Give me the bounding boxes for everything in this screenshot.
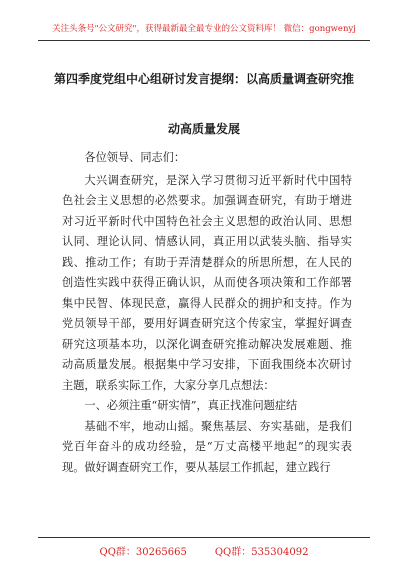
footer-qq-group-1: QQ群：30265665 xyxy=(99,547,187,558)
document-body xyxy=(62,148,352,478)
header-divider xyxy=(38,40,370,41)
paragraph-2: 基础不牢，地动山摇。聚焦基层、夯实基础，是我们党百年奋斗的成功经验，是“万丈高楼平地起”的现实表现。做好调查研究工作，要从基层工作抓起，建立践行 xyxy=(62,419,352,474)
paragraph-1: 大兴调查研究，是深入学习贯彻习近平新时代中国特色社会主义思想的必然要求。加强调查研究，有助于增进对习近平新时代中国特色社会主义思想的政治认同、思想认同、理论认同、情感认同，真正用以武装头脑、指导实践、推动工作；有助于弄清楚群众的所思所想，在人民的创造性实践中获得正确认识，从而使各项决策和工作部署集中民智、体现民意，赢得人民群众的拥护和支持。作为党员领导干部，要用好调查研究这个传家宝，掌握好调查研究这项基本功，以深化调查研究推动解决发展难题、推动高质量发展。根据集中学习安排，下面我围绕本次研讨主题，联系实际工作，大家分享几点想法： xyxy=(62,173,352,392)
footer xyxy=(0,543,408,558)
document-title-line2: 动高质量发展 xyxy=(167,122,240,136)
footer-divider xyxy=(38,537,370,538)
salutation: 各位领导、同志们： xyxy=(84,151,186,164)
section-heading-1: 一、必须注重“研实情”，真正找准问题症结 xyxy=(84,399,298,412)
footer-qq-group-2: QQ群：535304092 xyxy=(214,547,309,558)
header-note: 关注头条号"公文研究"，获得最新最全最专业的公文资料库！ 微信：gongwenyj xyxy=(52,24,356,34)
document-title-line1: 第四季度党组中心组研讨发言提纲：以高质量调查研究推 xyxy=(53,72,354,86)
